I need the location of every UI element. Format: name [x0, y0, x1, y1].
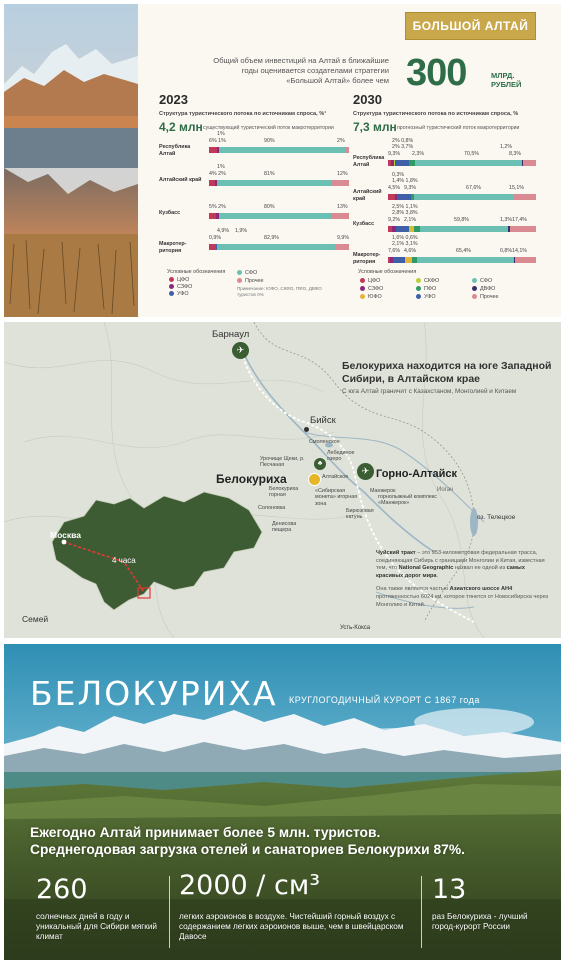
russia-inset-map [34, 482, 269, 617]
bar-label-2030-0-2: 70,5% [464, 151, 480, 157]
stat-divider-1 [169, 876, 170, 948]
flow-value-2030: 7,3 млн [353, 120, 397, 134]
investment-text: Общий объем инвестиций на Алтай в ближайшие годы оценивается создателами стратегии «Большой Алтай» более чем [213, 56, 389, 85]
bar-seg-2023-1-2 [217, 180, 332, 186]
investment-panel [4, 4, 561, 317]
bar-seg-2030-1-5 [414, 194, 514, 200]
bar-label-2023-0-0: 6% 1% [209, 138, 226, 144]
bar-label-2023-2-2: 13% [337, 204, 348, 210]
bar-seg-2030-1-6 [514, 194, 536, 200]
legend-2023-label-0: ЦФО [177, 277, 190, 283]
top-label-2023-1-0: 1% [217, 164, 225, 170]
bar-label-2030-3-4: 14,1% [512, 248, 528, 254]
bar-seg-2030-0-3 [395, 160, 409, 166]
ah4-bold: Азиатского шоссе АН4 [449, 586, 513, 593]
bar-label-2023-1-0: 4% 2% [209, 171, 226, 177]
city-moskva: Москва [50, 530, 81, 540]
bar-seg-2030-2-2 [396, 226, 410, 232]
tree-icon: ♣ [314, 458, 326, 470]
bar-seg-2023-2-0 [209, 213, 216, 219]
bar-label-2030-2-0: 9,2% [388, 217, 401, 223]
gorno-airport-icon: ✈ [357, 463, 374, 480]
stat-sunny-days-value: 260 [36, 874, 88, 905]
legend-2023-label-3: СФО [245, 270, 258, 276]
bar-seg-2023-2-3 [331, 213, 349, 219]
bar-2023-1 [209, 180, 349, 186]
bar-label-2023-2-1: 80% [264, 204, 275, 210]
label-smolenskoe: Смоленское [309, 439, 340, 445]
bar-seg-2023-2-2 [219, 213, 331, 219]
legend-2030-swatch-6 [360, 294, 365, 299]
chuysky-bold: Чуйский тракт [376, 550, 416, 556]
label-sibirskaya-moneta: «Сибирская монета» игорная зона [315, 488, 358, 507]
bar-2030-2 [388, 226, 536, 232]
legend-2030-swatch-1 [416, 278, 421, 283]
travel-time: 4 часа [112, 556, 136, 565]
bar-label-2023-0-1: 90% [264, 138, 275, 144]
chuysky-ng: National Geographic [398, 565, 454, 572]
top-label-2030-2-0: 2,5% 1,1% [392, 204, 418, 210]
stat-aeroions-label: легких аэроионов в воздухе. Чистейший горный воздух с содержанием легких аэроионов выше, чем в швейцарском Давосе [179, 912, 404, 941]
bar-label-2030-2-4: 17,4% [512, 217, 528, 223]
bar-label-2023-3-2: 9,9% [337, 235, 350, 241]
legend-2030-swatch-7 [416, 294, 421, 299]
bar-2023-0 [209, 147, 349, 153]
city-semey: Семей [22, 614, 49, 624]
bar-seg-2023-0-3 [346, 147, 349, 153]
row-name-2023-2: Кузбасс [159, 210, 181, 216]
unit-line-2: РУБЛЕЙ [491, 80, 522, 89]
row-name-2023-3: Макротер-ритория [159, 241, 187, 254]
belokurikha-marker [308, 473, 321, 486]
bar-label-2030-0-3: 8,3% [509, 151, 522, 157]
bar-seg-2023-3-3 [335, 244, 349, 250]
legend-2030-label-5: ДВФО [480, 286, 496, 292]
headline-line-1: Ежегодно Алтай принимает более 5 млн. туристов. [30, 825, 381, 840]
investment-value: 300 [406, 52, 467, 94]
stat-sunny-days-label: солнечных дней в году и уникальный для Сибири мягкий климат [36, 912, 157, 941]
bar-2023-2 [209, 213, 349, 219]
bar-label-2030-1-2: 67,6% [466, 185, 482, 191]
ah4-part1: Она также является частью [376, 586, 450, 593]
legend-2023-item-3 [237, 270, 257, 276]
row-name-2030-2: Кузбасс [353, 221, 375, 227]
row-name-2023-1: Алтайский край [159, 177, 202, 183]
legend-2023-swatch-4 [237, 278, 242, 283]
legend-2023-item-0 [169, 277, 189, 283]
legend-title-2023: Условные обозначения [167, 269, 226, 275]
map-title: Белокуриха находится на юге Западной Сибири, в Алтайском крае [342, 360, 552, 385]
legend-2030-item-3 [360, 286, 383, 292]
chuysky-tract-text [376, 550, 551, 609]
legend-2023-item-1 [169, 284, 192, 290]
resort-subtitle: КРУГЛОГОДИЧНЫЙ КУРОРТ С 1867 года [289, 695, 480, 705]
legend-2023-swatch-0 [169, 277, 174, 282]
legend-2030-swatch-8 [472, 294, 477, 299]
bar-label-2030-3-2: 65,4% [456, 248, 472, 254]
legend-2030-item-8 [472, 294, 499, 300]
bar-seg-2023-0-2 [219, 147, 346, 153]
label-teletskoe: оз. Телецкое [477, 514, 516, 521]
bar-label-2030-3-0: 7,6% [388, 248, 401, 254]
legend-2023-swatch-1 [169, 284, 174, 289]
top-label-2030-1-1: 1,4% 1,8% [392, 178, 418, 184]
row-name-2030-1: Алтайский край [353, 189, 382, 202]
stat-best-resort-label: раз Белокуриха - лучший город-курорт России [432, 912, 528, 931]
flow-label-2030: прогнозный туристический поток макротерритории [397, 125, 520, 131]
legend-2023-item-2 [169, 291, 189, 297]
bar-seg-2023-3-2 [217, 244, 335, 250]
bar-seg-2030-3-4 [406, 257, 413, 263]
label-denisova: Денисова пещера [272, 521, 297, 534]
ah4-part3: протяженностью 6024 км, которое тянется от Новосибирска через Монголию и Китай. [376, 593, 549, 608]
legend-2023-label-2: УФО [177, 291, 189, 297]
label-solonovka: Солоновка [258, 505, 286, 511]
legend-2023-swatch-3 [237, 270, 242, 275]
bar-seg-2030-3-8 [515, 257, 536, 263]
top-label-2030-0-1: 2% 3,7% [392, 144, 414, 150]
legend-2030-label-7: УФО [424, 294, 436, 300]
structure-title-2023: Структура туристического потока по источникам спроса, %¹ [159, 111, 327, 117]
label-manzherok-ski: горнолыжный комплекс «Манжерок» [378, 494, 437, 507]
bar-seg-2030-0-5 [415, 160, 522, 166]
bar-seg-2023-1-3 [332, 180, 349, 186]
row-name-2030-0: Республика Алтай [353, 155, 385, 168]
bar-2030-0 [388, 160, 536, 166]
chuysky-roads: самых красивых дорог мира [376, 565, 525, 579]
row-name-2023-0: Республика Алтай [159, 144, 191, 157]
top-label-2030-2-1: 2,8% 3,8% [392, 210, 418, 216]
bar-seg-2030-0-7 [523, 160, 536, 166]
legend-2030-swatch-2 [472, 278, 477, 283]
legend-2030-label-2: СФО [480, 278, 493, 284]
bar-label-2030-2-3: 1,3% [500, 217, 513, 223]
top-label-2023-0-0: 1% [217, 131, 225, 137]
bar-2023-3 [209, 244, 349, 250]
label-manzherok: Манжерок [370, 488, 396, 494]
year-2023: 2023 [159, 92, 188, 107]
bar-seg-2030-1-1 [388, 194, 395, 200]
altai-autumn-photo [4, 4, 138, 317]
city-biysk: Бийск [310, 415, 336, 426]
top-label-2030-3-0: 1,6% 0,6% [392, 235, 418, 241]
bar-seg-2030-3-2 [393, 257, 404, 263]
legend-2030-item-7 [416, 294, 436, 300]
bar-seg-2030-2-6 [420, 226, 509, 232]
bar-label-2030-3-1: 4,6% [404, 248, 417, 254]
legend-2023-label-1: СЗФО [177, 284, 193, 290]
location-map-panel [4, 322, 561, 638]
label-belokurikha-gornaya: Белокуриха горная [269, 486, 299, 499]
bar-2030-3 [388, 257, 536, 263]
big-altai-banner: БОЛЬШОЙ АЛТАЙ [405, 12, 536, 40]
label-altayskoe: Алтайское [322, 474, 349, 480]
city-belokurikha: Белокуриха [216, 472, 287, 486]
flow-label-2023: существующий туристический поток макротерритории [203, 125, 334, 131]
bar-label-2023-0-2: 2% [337, 138, 345, 144]
top-label-2023-3-1: 1,9% [235, 228, 248, 234]
stat-aeroions-value: 2000 / см³ [179, 870, 321, 901]
legend-2030-item-5 [472, 286, 495, 292]
bar-label-2023-3-0: 0,9% [209, 235, 222, 241]
row-name-2030-3: Макротер-ритория [353, 252, 381, 265]
bar-2030-1 [388, 194, 536, 200]
city-ust-koksa: Усть-Кокса [340, 625, 371, 631]
legend-2030-item-6 [360, 294, 382, 300]
legend-note-2023: Примечание: ЮФО, СКФО, ПФО, ДВФО туристов 0% [237, 286, 322, 297]
legend-2030-item-2 [472, 278, 492, 284]
label-lebedinoe: Лебединое озеро [327, 450, 355, 463]
legend-2030-label-6: ЮФО [368, 294, 382, 300]
legend-2030-label-0: ЦФО [368, 278, 381, 284]
legend-2030-label-8: Прочее [480, 294, 499, 300]
investment-unit [491, 71, 521, 89]
bar-seg-2030-2-8 [510, 226, 536, 232]
stat-divider-2 [421, 876, 422, 948]
legend-2030-swatch-4 [416, 286, 421, 291]
label-urochishe: Урочище Щеки, р. Песчаная [260, 456, 305, 469]
bar-seg-2030-3-6 [417, 257, 514, 263]
top-label-2030-0-2: 1,2% [500, 144, 513, 150]
chuysky-part6: . [436, 572, 439, 579]
legend-2030-item-0 [360, 278, 380, 284]
flow-value-2023: 4,2 млн [159, 120, 203, 134]
headline-line-2: Среднегодовая загрузка отелей и санаториев Белокурихи 87%. [30, 842, 465, 857]
bar-label-2030-0-0: 9,3% [388, 151, 401, 157]
legend-2030-swatch-3 [360, 286, 365, 291]
bar-label-2030-1-3: 15,1% [509, 185, 525, 191]
city-barnaul: Барнаул [212, 329, 250, 340]
map-subtitle: С юга Алтай граничит с Казахстаном, Монголией и Китаем [342, 388, 517, 395]
chuysky-part2: – это 953-километровая федеральная трасса, соединяющая Сибирь с границами Монголии и Китая, известная тем, что [376, 550, 545, 572]
bar-seg-2030-1-3 [397, 194, 411, 200]
bar-label-2023-2-0: 5% 2% [209, 204, 226, 210]
legend-2030-label-3: СЗФО [368, 286, 384, 292]
top-label-2030-3-1: 2,1% 3,1% [392, 241, 418, 247]
bar-label-2030-2-1: 2,1% [404, 217, 417, 223]
legend-2030-swatch-0 [360, 278, 365, 283]
tourism-headline [30, 824, 550, 858]
label-biryuzovaya: Бирюзовая катунь [346, 508, 374, 521]
legend-2030-item-4 [416, 286, 436, 292]
year-2030: 2030 [353, 92, 382, 107]
legend-2030-label-4: ПФО [424, 286, 437, 292]
legend-2030-label-1: СКФО [424, 278, 440, 284]
unit-line-1: МЛРД. [491, 71, 515, 80]
belokurikha-resort-panel [4, 644, 561, 960]
biysk-marker [304, 427, 309, 432]
city-gorno-altaysk: Горно-Алтайск [376, 468, 457, 480]
structure-title-2030: Структура туристического потока по источникам спроса, % [353, 111, 519, 117]
bar-label-2023-1-2: 12% [337, 171, 348, 177]
bar-seg-2023-0-0 [209, 147, 217, 153]
barnaul-airport-icon: ✈ [232, 342, 249, 359]
bar-seg-2023-3-0 [209, 244, 216, 250]
legend-2023-label-4: Прочее [245, 278, 264, 284]
top-label-2030-0-0: 2% 0,8% [392, 138, 414, 144]
bar-label-2023-3-1: 82,9% [264, 235, 280, 241]
bar-label-2030-3-3: 0,8% [500, 248, 513, 254]
legend-2030-item-1 [416, 278, 439, 284]
legend-title-2030: Условные обозначения [358, 269, 417, 275]
resort-title: БЕЛОКУРИХА [30, 674, 278, 713]
legend-2023-item-4 [237, 278, 264, 284]
label-iogach: Иогач [437, 487, 454, 493]
bar-label-2030-2-2: 59,8% [454, 217, 470, 223]
chuysky-part4: назвал ее одной из [453, 565, 507, 572]
legend-2023-swatch-2 [169, 291, 174, 296]
bar-label-2030-1-1: 9,3% [404, 185, 417, 191]
bar-label-2030-0-1: 2,3% [412, 151, 425, 157]
legend-2030-swatch-5 [472, 286, 477, 291]
stat-best-resort-value: 13 [432, 874, 467, 905]
top-label-2023-3-0: 4,9% [217, 228, 230, 234]
top-label-2030-1-0: 0,3% [392, 172, 405, 178]
bar-label-2023-1-1: 81% [264, 171, 275, 177]
bar-label-2030-1-0: 4,5% [388, 185, 401, 191]
